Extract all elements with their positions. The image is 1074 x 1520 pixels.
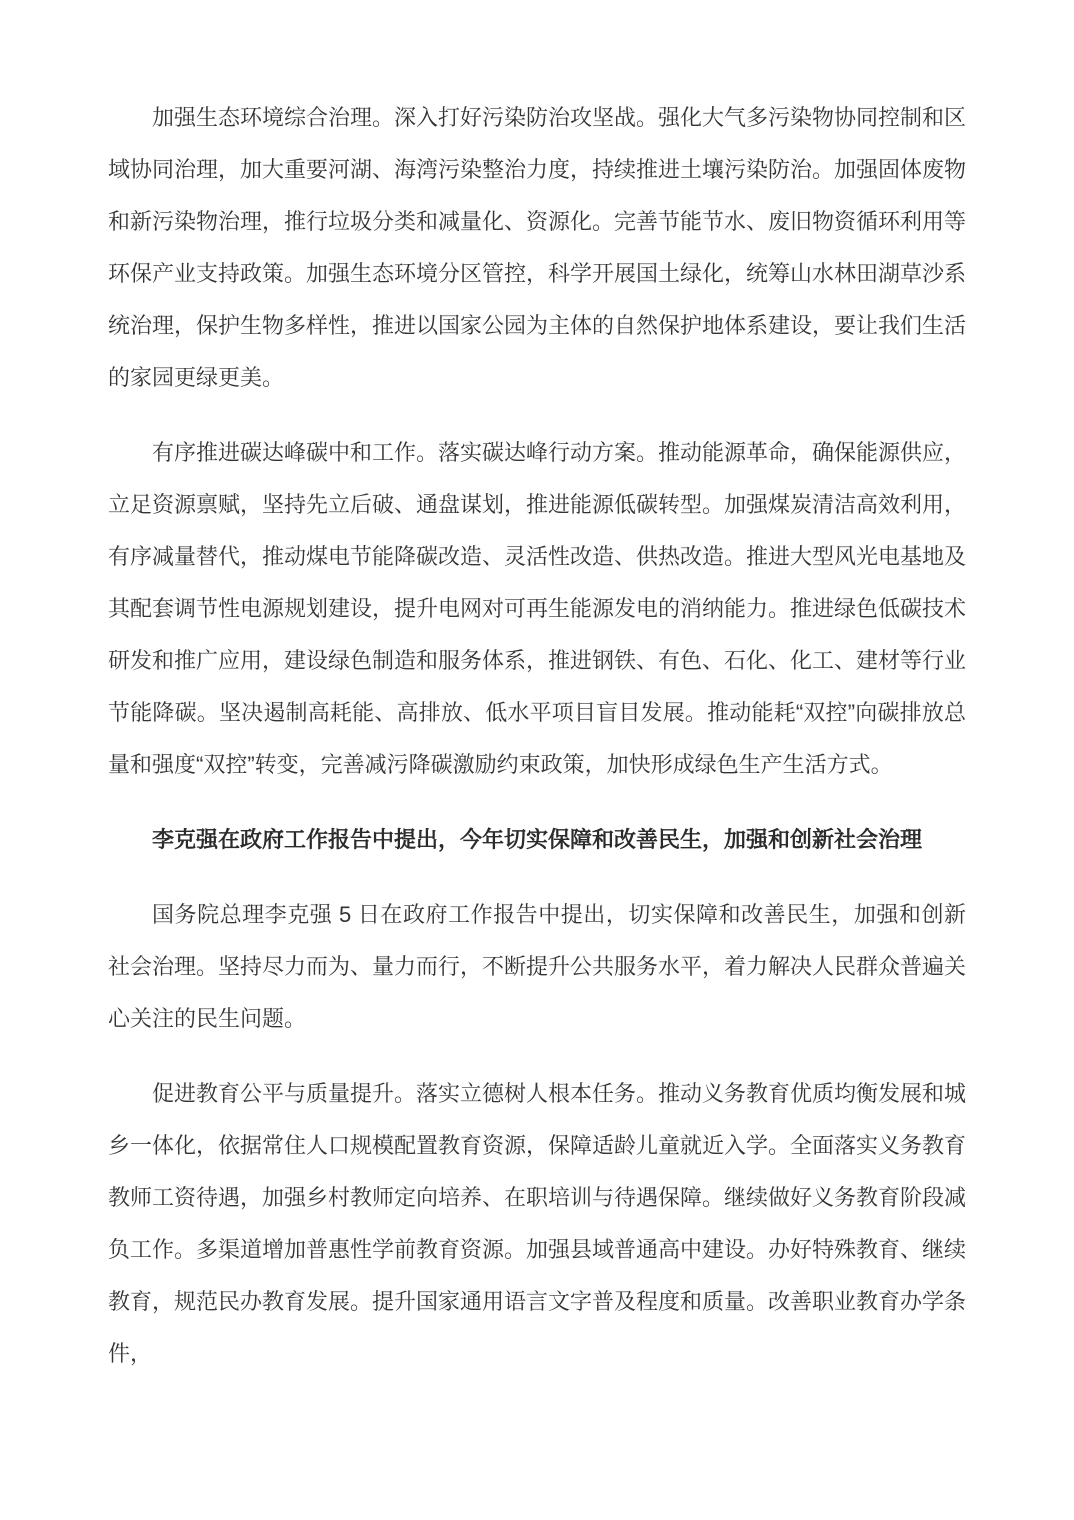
paragraph-education-equity: 促进教育公平与质量提升。落实立德树人根本任务。推动义务教育优质均衡发展和城乡一体化，依据常住人口规模配置教育资源，保障适龄儿童就近入学。全面落实义务教育教师工资待遇，加强乡村教师定向培养、在职培训与待遇保障。继续做好义务教育阶段减负工作。多渠道增加普惠性学前教育资源。加强县域普通高中建设。办好特殊教育、继续教育，规范民办教育发展。提升国家通用语言文字普及程度和质量。改善职业教育办学条件， (108, 1081, 967, 1366)
paragraph-livelihood-intro: 国务院总理李克强 5 日在政府工作报告中提出，切实保障和改善民生，加强和创新社会治理。坚持尽力而为、量力而行，不断提升公共服务水平，着力解决人民群众普遍关心关注的民生问题。 (108, 902, 967, 1031)
heading-livelihood-social-governance: 李克强在政府工作报告中提出，今年切实保障和改善民生，加强和创新社会治理 (152, 827, 923, 852)
paragraph-environment-governance: 加强生态环境综合治理。深入打好污染防治攻坚战。强化大气多污染物协同控制和区域协同治理，加大重要河湖、海湾污染整治力度，持续推进土壤污染防治。加强固体废物和新污染物治理，推行垃圾分类和减量化、资源化。完善节能节水、废旧物资循环利用等环保产业支持政策。加强生态环境分区管控，科学开展国土绿化，统筹山水林田湖草沙系统治理，保护生物多样性，推进以国家公园为主体的自然保护地体系建设，要让我们生活的家园更绿更美。 (108, 105, 967, 390)
paragraph-carbon-peak-neutrality: 有序推进碳达峰碳中和工作。落实碳达峰行动方案。推动能源革命，确保能源供应，立足资源禀赋，坚持先立后破、通盘谋划，推进能源低碳转型。加强煤炭清洁高效利用，有序减量替代，推动煤电节能降碳改造、灵活性改造、供热改造。推进大型风光电基地及其配套调节性电源规划建设，提升电网对可再生能源发电的消纳能力。推进绿色低碳技术研发和推广应用，建设绿色制造和服务体系，推进钢铁、有色、石化、化工、建材等行业节能降碳。坚决遏制高耗能、高排放、低水平项目盲目发展。推动能耗“双控”向碳排放总量和强度“双控”转变，完善减污降碳激励约束政策，加快形成绿色生产生活方式。 (108, 440, 967, 777)
